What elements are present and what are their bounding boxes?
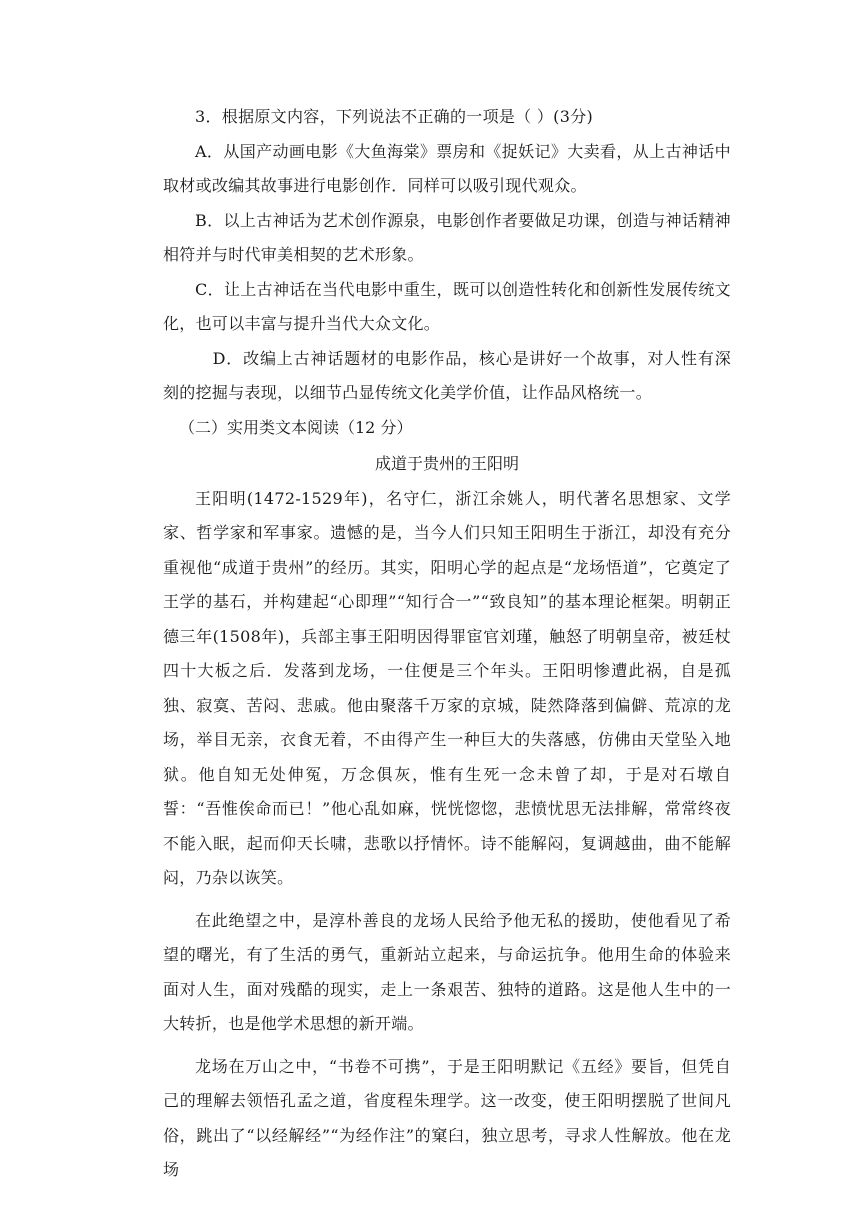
article-paragraph-2: 在此绝望之中，是淳朴善良的龙场人民给予他无私的援助，使他看见了希望的曙光，有了生活的勇气，重新站立起来，与命运抗争。他用生命的体验来面对人生，面对残酷的现实，走上一条艰苦、独特的道路。这是他人生中的一大转折，也是他学术思想的新开端。 [163, 910, 731, 1033]
question-3-option-b: B．以上古神话为艺术创作源泉，电影创作者要做足功课，创造与神话精神相符并与时代审美相契的艺术形象。 [163, 210, 731, 264]
question-3-option-c: C．让上古神话在当代电影中重生，既可以创造性转化和创新性发展传统文化，也可以丰富与提升当代大众文化。 [163, 279, 731, 333]
document-body [163, 100, 731, 1188]
article-paragraph-1: 王阳明(1472-1529年)，名守仁，浙江余姚人，明代著名思想家、文学家、哲学家和军事家。遗憾的是，当今人们只知王阳明生于浙江，却没有充分重视他“成道于贵州”的经历。其实，阳明心学的起点是“龙场悟道”，它奠定了王学的基石，并构建起“心即理”“知行合一”“致良知”的基本理论框架。明朝正德三年(1508年)，兵部主事王阳明因得罪宦官刘瑾，触怒了明朝皇帝，被廷杖四十大板之后．发落到龙场，一住便是三个年头。王阳明惨遭此祸，自是孤独、寂寞、苦闷、悲戚。他由聚落千万家的京城，陡然降落到偏僻、荒凉的龙场，举目无亲，衣食无着，不由得产生一种巨大的失落感，仿佛由天堂坠入地狱。他自知无处伸冤，万念俱灰，惟有生死一念未曾了却，于是对石墩自誓：“吾惟俟命而已！”他心乱如麻，恍恍惚惚，悲愤忧思无法排解，常常终夜不能入眠，起而仰天长啸，悲歌以抒情怀。诗不能解闷，复调越曲，曲不能解闷，乃杂以诙笑。 [163, 488, 731, 887]
article-paragraph-3: 龙场在万山之中，“书卷不可携”，于是王阳明默记《五经》要旨，但凭自己的理解去领悟孔孟之道，省度程朱理学。这一改变，使王阳明摆脱了世间凡俗，跳出了“以经解经”“为经作注”的窠臼，独立思考，寻求人性解放。他在龙场 [163, 1056, 731, 1179]
question-3-stem: 3．根据原文内容，下列说法不正确的一项是（ ）(3分) [195, 107, 594, 126]
paragraph-gap [163, 896, 731, 904]
paragraph-gap [163, 1042, 731, 1050]
article-title: 成道于贵州的王阳明 [374, 454, 519, 473]
question-3-option-d: D．改编上古神话题材的电影作品，核心是讲好一个故事，对人性有深刻的挖掘与表现，以细节凸显传统文化美学价值，让作品风格统一。 [163, 348, 731, 402]
question-3-option-a: A．从国产动画电影《大鱼海棠》票房和《捉妖记》大卖看，从上古神话中取材或改编其故事进行电影创作．同样可以吸引现代观众。 [163, 141, 731, 195]
section-heading: （二）实用类文本阅读（12 分） [179, 417, 413, 437]
